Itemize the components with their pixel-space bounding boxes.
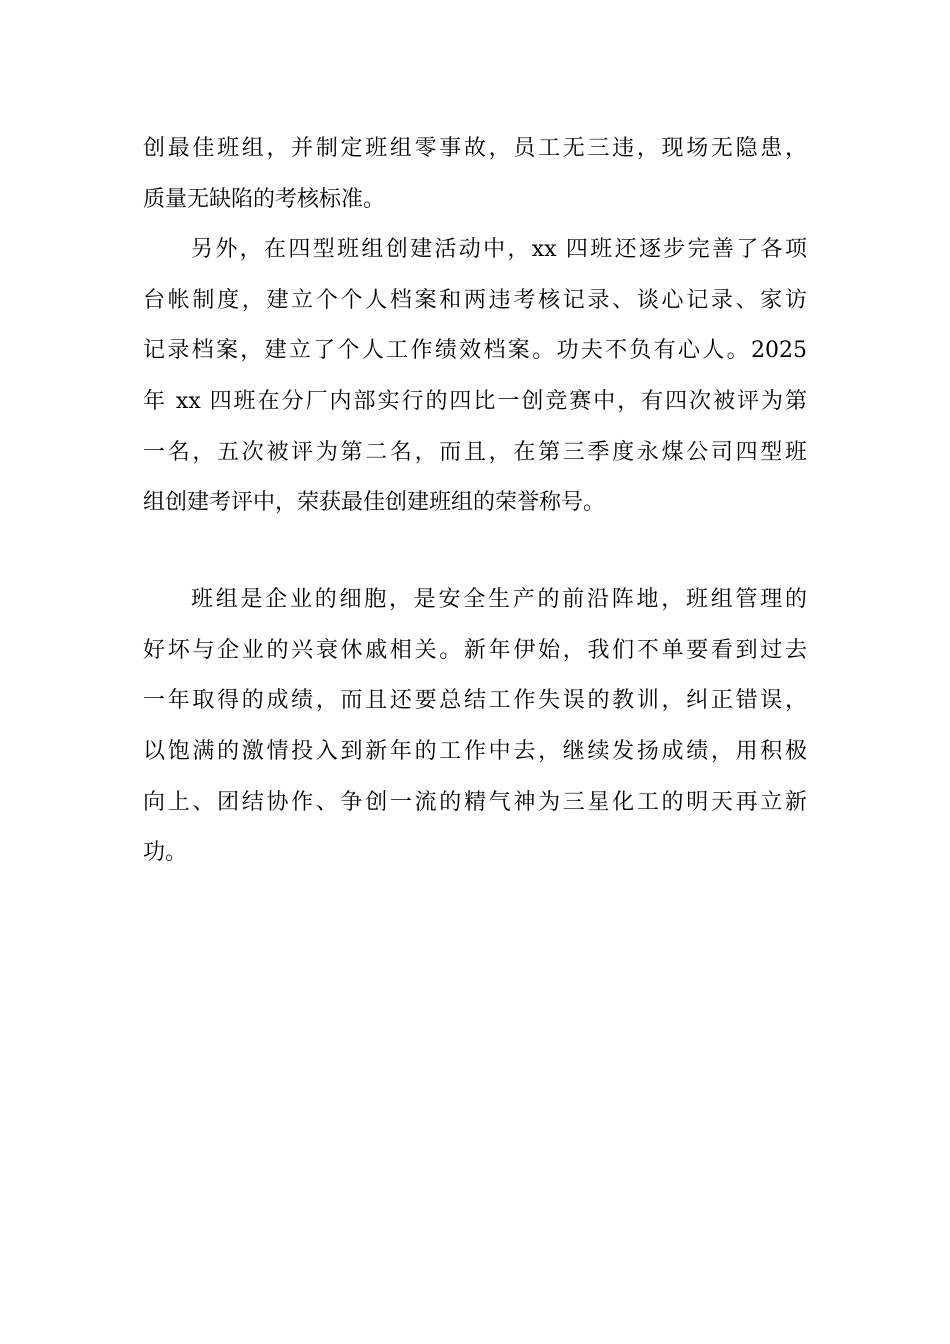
text-line: 好坏与企业的兴衰休戚相关。新年伊始，我们不单要看到过去 (143, 637, 807, 663)
text-line: 年 xx 四班在分厂内部实行的四比一创竞赛中，有四次被评为第 (143, 389, 807, 415)
text-line: 一名，五次被评为第二名，而且，在第三季度永煤公司四型班 (143, 439, 807, 465)
text-line: 班组是企业的细胞，是安全生产的前沿阵地，班组管理的 (191, 587, 807, 612)
text-line: 功。 (143, 840, 188, 866)
paragraph-2 (143, 225, 807, 529)
paragraph-3 (143, 575, 807, 879)
text-line: 组创建考评中，荣获最佳创建班组的荣誉称号。 (143, 490, 606, 516)
text-line: 另外，在四型班组创建活动中，xx 四班还逐步完善了各项 (191, 237, 807, 262)
text-line: 以饱满的激情投入到新年的工作中去，继续发扬成绩，用积极 (143, 739, 807, 765)
text-line: 一年取得的成绩，而且还要总结工作失误的教训，纠正错误， (143, 688, 807, 714)
text-line: 台帐制度，建立个个人档案和两违考核记录、谈心记录、家访 (143, 287, 807, 313)
text-line: 记录档案，建立了个人工作绩效档案。功夫不负有心人。2025 (143, 338, 807, 364)
text-line: 向上、团结协作、争创一流的精气神为三星化工的明天再立新 (143, 789, 807, 815)
text-line: 创最佳班组，并制定班组零事故，员工无三违，现场无隐患， (143, 136, 807, 161)
paragraph-1 (143, 124, 807, 225)
text-line: 质量无缺陷的考核标准。 (143, 186, 386, 212)
